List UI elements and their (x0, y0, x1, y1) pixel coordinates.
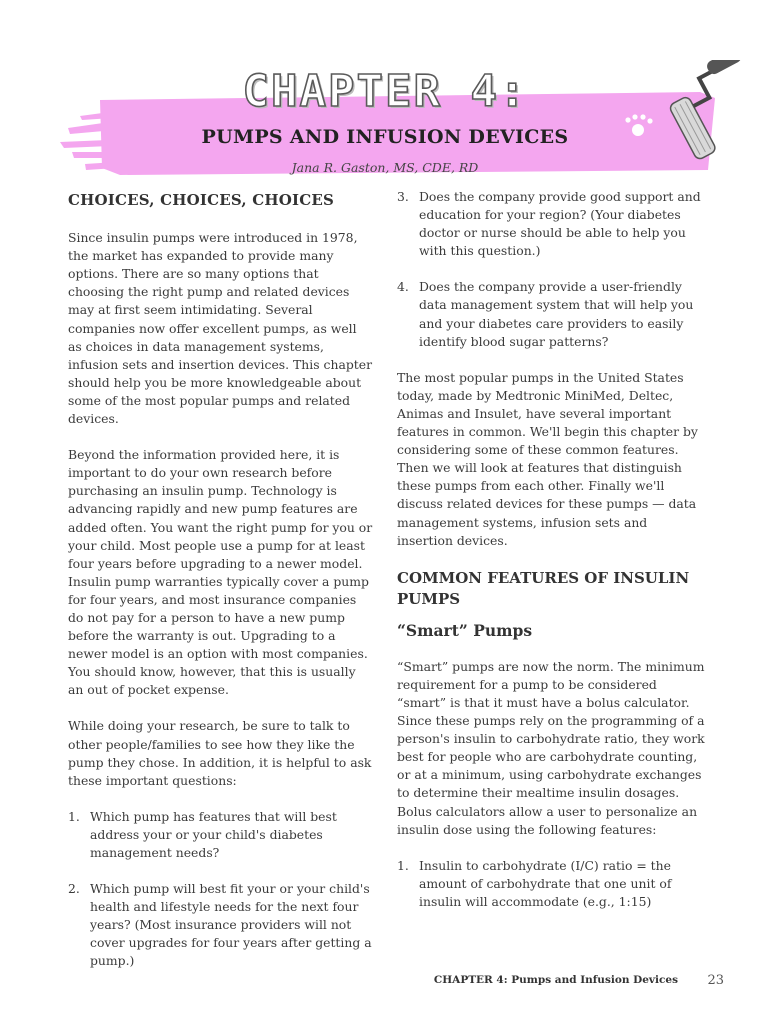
paragraph: The most popular pumps in the United States today, made by Medtronic MiniMed, Deltec, Animas and Insulet, have several important features in common. We'll begin this chapter by considering some of these common features. Then we will look at features that distinguish these pumps from each other. Finally we'll discuss related devices for these pumps — data management systems, infusion sets and insertion devices. (397, 369, 698, 548)
list-item (68, 880, 373, 970)
right-column (397, 188, 707, 929)
left-column (68, 188, 373, 989)
feature-list (397, 857, 707, 911)
paragraph: Beyond the information provided here, it is important to do your own research before purchasing an insulin pump. Technology is advancing rapidly and new pump features are added often. You want the right pump for you or your child. Most people use a pump for at least four years before upgrading to a newer model. Insulin pump warranties typically cover a pump for four years, and most insurance companies do not pay for a person to have a new pump before the warranty is out. Upgrading to a newer model is an option with most companies. You should know, however, that this is usually an out of pocket expense. (68, 447, 373, 698)
list-number: 1. (68, 808, 80, 824)
list-text: Does the company provide a user-friendly data management system that will help you and your diabetes care providers to easily identify blood sugar patterns? (419, 279, 694, 349)
chapter-title: PUMPS AND INFUSION DEVICES (201, 126, 569, 148)
chapter-heading: CHAPTER 4: (242, 66, 528, 117)
section-heading: COMMON FEATURES OF INSULIN PUMPS (397, 568, 690, 608)
author-byline: Jana R. Gaston, MS, CDE, RD (291, 160, 479, 175)
list-text: Which pump will best fit your or your child's health and lifestyle needs for the next four years? (Most insurance providers will not cover upgrades for four years after getting a pump.) (90, 881, 372, 969)
list-text: Insulin to carbohydrate (I/C) ratio = the amount of carbohydrate that one unit of insulin will accommodate (e.g., 1:15) (419, 857, 672, 909)
list-item (397, 278, 707, 350)
paragraph: While doing your research, be sure to talk to other people/families to see how they like the pump they chose. In addition, it is helpful to ask these important questions: (68, 718, 372, 788)
list-number: 2. (68, 881, 80, 897)
list-item (68, 808, 373, 862)
page-number: 23 (707, 973, 724, 988)
question-list (397, 188, 707, 351)
section-heading: CHOICES, CHOICES, CHOICES (68, 191, 335, 209)
question-list (68, 808, 373, 971)
paragraph: “Smart” pumps are now the norm. The minimum requirement for a pump to be considered “smart” is that it must have a bolus calculator. Since these pumps rely on the programming of a person's insulin to carbohydrate ratio, they work best for people who are carbohydrate counting, or at a minimum, using carbohydrate exchanges to determine their mealtime insulin dosages. Bolus calculators allow a user to personalize an insulin dose using the following features: (397, 658, 705, 837)
list-text: Does the company provide good support and education for your region? (Your diabetes doctor or nurse should be able to help you with this question.) (419, 189, 701, 259)
subsection-heading: “Smart” Pumps (397, 620, 533, 640)
list-number: 4. (397, 279, 409, 295)
paragraph: Since insulin pumps were introduced in 1978, the market has expanded to provide many options. There are so many options that choosing the right pump and related devices may at first seem intimidating. Several companies now offer excellent pumps, as well as choices in data management systems, infusion sets and insertion devices. This chapter should help you be more knowledgeable about some of the most popular pumps and related devices. (68, 230, 373, 427)
list-number: 1. (397, 857, 409, 873)
list-text: Which pump has features that will best address your or your child's diabetes management needs? (90, 808, 337, 860)
list-number: 3. (397, 189, 409, 204)
list-item (397, 188, 707, 260)
list-item (397, 857, 707, 911)
running-footer-title: CHAPTER 4: Pumps and Infusion Devices (433, 974, 678, 986)
